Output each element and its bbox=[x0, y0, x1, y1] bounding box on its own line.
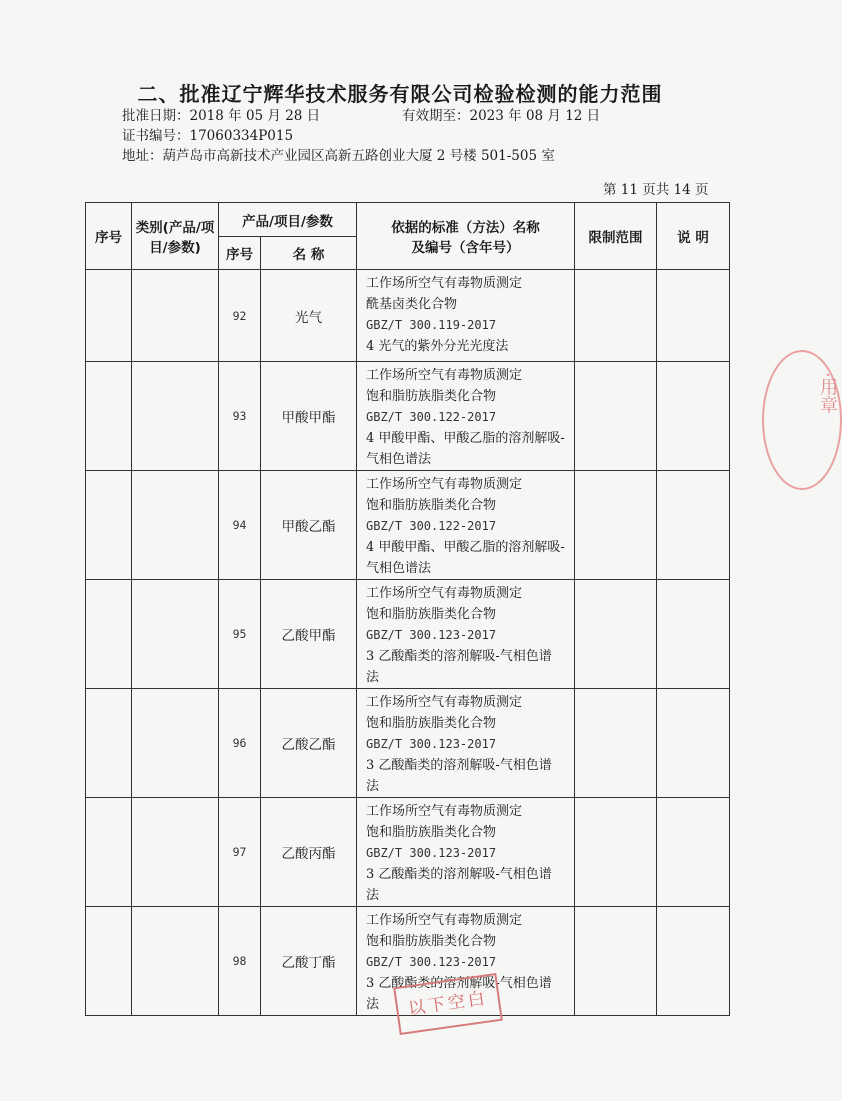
valid-until: 有效期至：2023 年 08 月 12 日 bbox=[402, 108, 601, 124]
cell-limit bbox=[575, 270, 657, 362]
cell-sub-no: 93 bbox=[219, 362, 261, 471]
blank-below-stamp: 以下空白 bbox=[393, 973, 503, 1035]
cell-category bbox=[132, 270, 219, 362]
cell-category bbox=[132, 471, 219, 580]
cell-no bbox=[86, 580, 132, 689]
cell-standard bbox=[357, 798, 575, 907]
cell-sub-no: 92 bbox=[219, 270, 261, 362]
standard-line: 工作场所空气有毒物质测定 bbox=[366, 695, 523, 710]
cell-name: 乙酸乙酯 bbox=[261, 689, 357, 798]
cell-limit bbox=[575, 689, 657, 798]
standard-line: 3 乙酸酯类的溶剂解吸-气相色谱 bbox=[366, 976, 552, 991]
standard-line: 饱和脂肪族脂类化合物 bbox=[366, 934, 497, 949]
cell-no bbox=[86, 362, 132, 471]
cell-sub-no: 98 bbox=[219, 907, 261, 1016]
standard-line: 工作场所空气有毒物质测定 bbox=[366, 368, 523, 383]
standard-line: 法 bbox=[366, 888, 380, 903]
cell-name: 光气 bbox=[261, 270, 357, 362]
cell-name: 甲酸乙酯 bbox=[261, 471, 357, 580]
table-row bbox=[86, 798, 730, 907]
standard-line: 工作场所空气有毒物质测定 bbox=[366, 913, 523, 928]
standard-line: 饱和脂肪族脂类化合物 bbox=[366, 498, 497, 513]
standard-line: 法 bbox=[366, 997, 380, 1012]
table-row bbox=[86, 270, 730, 362]
standard-line: 3 乙酸酯类的溶剂解吸-气相色谱 bbox=[366, 649, 552, 664]
approval-date: 批准日期：2018 年 05 月 28 日 bbox=[122, 108, 321, 124]
standard-line: GBZ/T 300.119-2017 bbox=[366, 318, 497, 332]
header-category-label: 类别(产品/项目/参数) bbox=[135, 220, 215, 256]
header-standard bbox=[357, 203, 575, 270]
standard-line: 法 bbox=[366, 670, 380, 685]
standard-line: 工作场所空气有毒物质测定 bbox=[366, 804, 523, 819]
cell-limit bbox=[575, 471, 657, 580]
header-sub-no: 序号 bbox=[219, 237, 261, 270]
cell-sub-no: 97 bbox=[219, 798, 261, 907]
header-name: 名 称 bbox=[261, 237, 357, 270]
page-number: 第 11 页共 14 页 bbox=[603, 182, 709, 198]
header-no: 序号 bbox=[86, 203, 132, 270]
cell-no bbox=[86, 798, 132, 907]
standard-line: 4 甲酸甲酯、甲酸乙脂的溶剂解吸- bbox=[366, 431, 565, 446]
standard-line: GBZ/T 300.123-2017 bbox=[366, 628, 497, 642]
official-seal-edge: ·用章 bbox=[762, 350, 842, 490]
cell-note bbox=[657, 270, 730, 362]
standard-line: 工作场所空气有毒物质测定 bbox=[366, 586, 523, 601]
standard-line: 3 乙酸酯类的溶剂解吸-气相色谱 bbox=[366, 758, 552, 773]
standard-line: 酰基卤类化合物 bbox=[366, 297, 458, 312]
header-product-group: 产品/项目/参数 bbox=[219, 203, 357, 237]
standard-line: GBZ/T 300.123-2017 bbox=[366, 737, 497, 751]
cell-standard bbox=[357, 270, 575, 362]
cell-category bbox=[132, 798, 219, 907]
cell-sub-no: 94 bbox=[219, 471, 261, 580]
cell-category bbox=[132, 907, 219, 1016]
header-limit: 限制范围 bbox=[575, 203, 657, 270]
scope-table bbox=[85, 202, 730, 1016]
standard-line: 法 bbox=[366, 779, 380, 794]
cell-category bbox=[132, 689, 219, 798]
standard-line: 饱和脂肪族脂类化合物 bbox=[366, 825, 497, 840]
standard-line: 饱和脂肪族脂类化合物 bbox=[366, 389, 497, 404]
standard-line: 气相色谱法 bbox=[366, 561, 432, 576]
address: 地址：葫芦岛市高新技术产业园区高新五路创业大厦 2 号楼 501-505 室 bbox=[122, 148, 555, 164]
cell-note bbox=[657, 362, 730, 471]
cell-name: 乙酸甲酯 bbox=[261, 580, 357, 689]
cell-note bbox=[657, 471, 730, 580]
standard-line: 工作场所空气有毒物质测定 bbox=[366, 276, 523, 291]
header-category bbox=[132, 203, 219, 270]
standard-line: 气相色谱法 bbox=[366, 452, 432, 467]
cell-no bbox=[86, 471, 132, 580]
cell-standard bbox=[357, 362, 575, 471]
standard-line: 3 乙酸酯类的溶剂解吸-气相色谱 bbox=[366, 867, 552, 882]
cell-standard bbox=[357, 580, 575, 689]
cell-no bbox=[86, 270, 132, 362]
standard-line: 4 甲酸甲酯、甲酸乙脂的溶剂解吸- bbox=[366, 540, 565, 555]
cell-name: 乙酸丙酯 bbox=[261, 798, 357, 907]
cell-note bbox=[657, 689, 730, 798]
certificate-number: 证书编号：17060334P015 bbox=[122, 128, 294, 144]
standard-line: 4 光气的紫外分光光度法 bbox=[366, 339, 509, 354]
cell-sub-no: 96 bbox=[219, 689, 261, 798]
cell-limit bbox=[575, 362, 657, 471]
cell-category bbox=[132, 362, 219, 471]
cell-limit bbox=[575, 798, 657, 907]
header-note: 说 明 bbox=[657, 203, 730, 270]
cell-no bbox=[86, 907, 132, 1016]
table-row bbox=[86, 471, 730, 580]
standard-line: 饱和脂肪族脂类化合物 bbox=[366, 716, 497, 731]
cell-sub-no: 95 bbox=[219, 580, 261, 689]
standard-line: GBZ/T 300.122-2017 bbox=[366, 519, 497, 533]
table-header-row bbox=[86, 203, 730, 237]
standard-line: GBZ/T 300.123-2017 bbox=[366, 955, 497, 969]
cell-name: 甲酸甲酯 bbox=[261, 362, 357, 471]
header-standard-line1: 依据的标准（方法）名称 bbox=[391, 220, 540, 236]
table-row bbox=[86, 689, 730, 798]
standard-line: GBZ/T 300.122-2017 bbox=[366, 410, 497, 424]
cell-note bbox=[657, 580, 730, 689]
page-title: 二、批准辽宁辉华技术服务有限公司检验检测的能力范围 bbox=[137, 82, 663, 106]
standard-line: 饱和脂肪族脂类化合物 bbox=[366, 607, 497, 622]
cell-standard bbox=[357, 689, 575, 798]
cell-no bbox=[86, 689, 132, 798]
cell-category bbox=[132, 580, 219, 689]
cell-standard bbox=[357, 471, 575, 580]
standard-line: GBZ/T 300.123-2017 bbox=[366, 846, 497, 860]
cell-note bbox=[657, 907, 730, 1016]
cell-name: 乙酸丁酯 bbox=[261, 907, 357, 1016]
cell-note bbox=[657, 798, 730, 907]
cell-limit bbox=[575, 580, 657, 689]
standard-line: 工作场所空气有毒物质测定 bbox=[366, 477, 523, 492]
cell-limit bbox=[575, 907, 657, 1016]
table-row bbox=[86, 362, 730, 471]
header-standard-line2: 及编号（含年号） bbox=[411, 240, 520, 256]
table-row bbox=[86, 580, 730, 689]
